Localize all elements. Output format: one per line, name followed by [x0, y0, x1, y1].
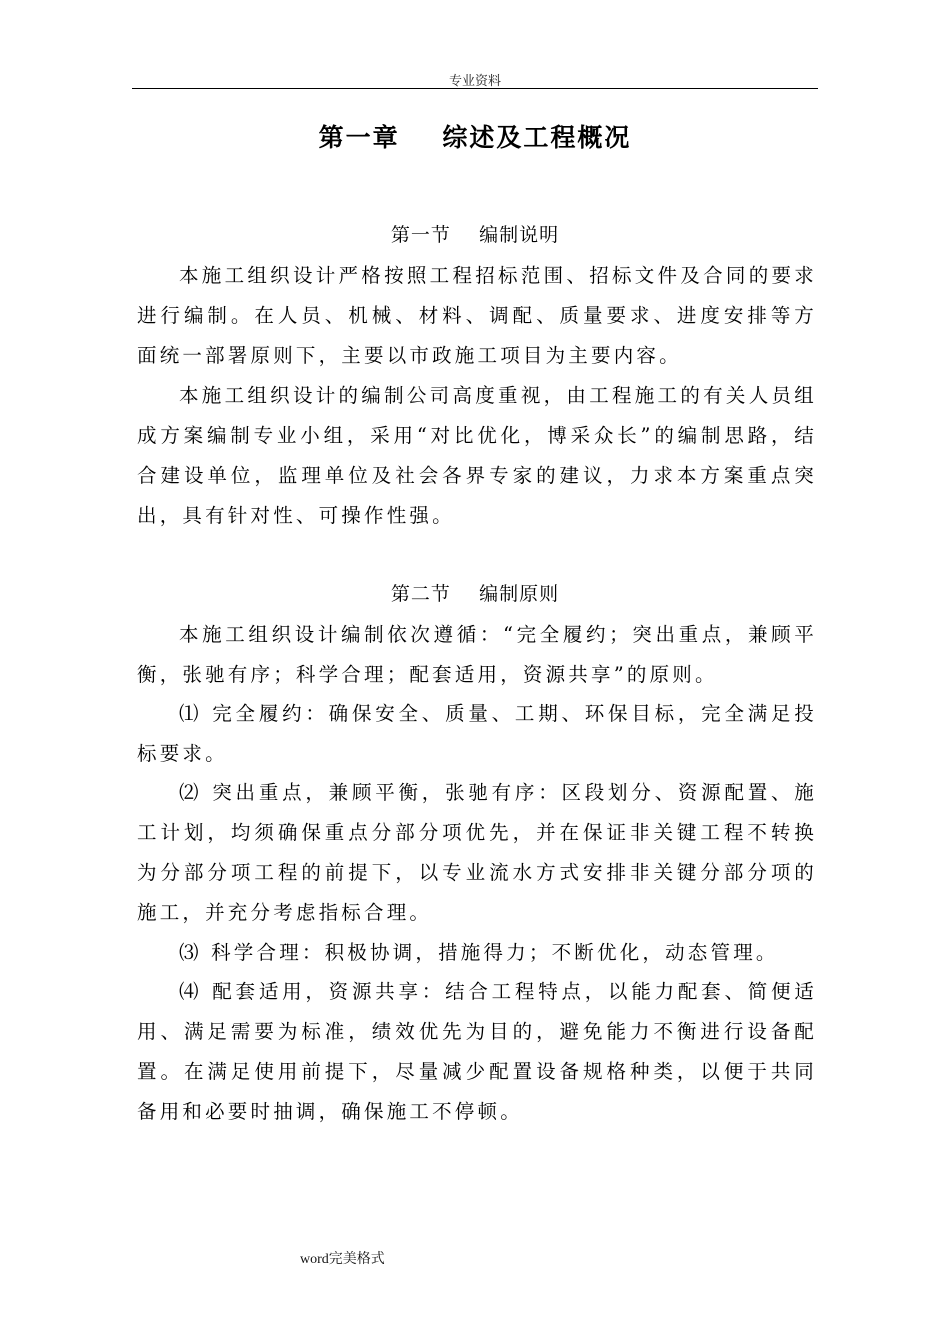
- page-footer: word完美格式: [300, 1252, 385, 1267]
- section-title-1: 第一节 编制说明: [390, 224, 560, 246]
- header-rule: [132, 88, 818, 89]
- page-header: 专业资料: [448, 74, 501, 89]
- section-title-2: 第二节 编制原则: [390, 583, 560, 605]
- principle-item: ⑵ 突出重点，兼顾平衡，张驰有序：区段划分、资源配置、施工计划，均须确保重点分部分项优先，并在保证非关键工程不转换为分部分项工程的前提下，以专业流水方式安排非关键分部分项的施工，并充分考虑指标合理。: [137, 781, 817, 924]
- chapter-title: 第一章 综述及工程概况: [318, 123, 632, 152]
- principle-item: ⑷ 配套适用，资源共享：结合工程特点，以能力配套、简便适用、满足需要为标准，绩效优先为目的，避免能力不衡进行设备配置。在满足使用前提下，尽量减少配置设备规格种类，以便于共同备用和必要时抽调，确保施工不停顿。: [137, 980, 817, 1123]
- paragraph: 本施工组织设计编制依次遵循：“完全履约；突出重点，兼顾平衡，张驰有序；科学合理；配套适用，资源共享”的原则。: [137, 623, 817, 686]
- principle-item: ⑶ 科学合理：积极协调，措施得力；不断优化，动态管理。: [179, 941, 779, 964]
- principle-item: ⑴ 完全履约：确保安全、质量、工期、环保目标，完全满足投标要求。: [137, 702, 817, 765]
- paragraph: 本施工组织设计严格按照工程招标范围、招标文件及合同的要求进行编制。在人员、机械、材料、调配、质量要求、进度安排等方面统一部署原则下，主要以市政施工项目为主要内容。: [137, 264, 817, 367]
- paragraph: 本施工组织设计的编制公司高度重视，由工程施工的有关人员组成方案编制专业小组，采用“对比优化，博采众长”的编制思路，结合建设单位，监理单位及社会各界专家的建议，力求本方案重点突出，具有针对性、可操作性强。: [137, 384, 817, 527]
